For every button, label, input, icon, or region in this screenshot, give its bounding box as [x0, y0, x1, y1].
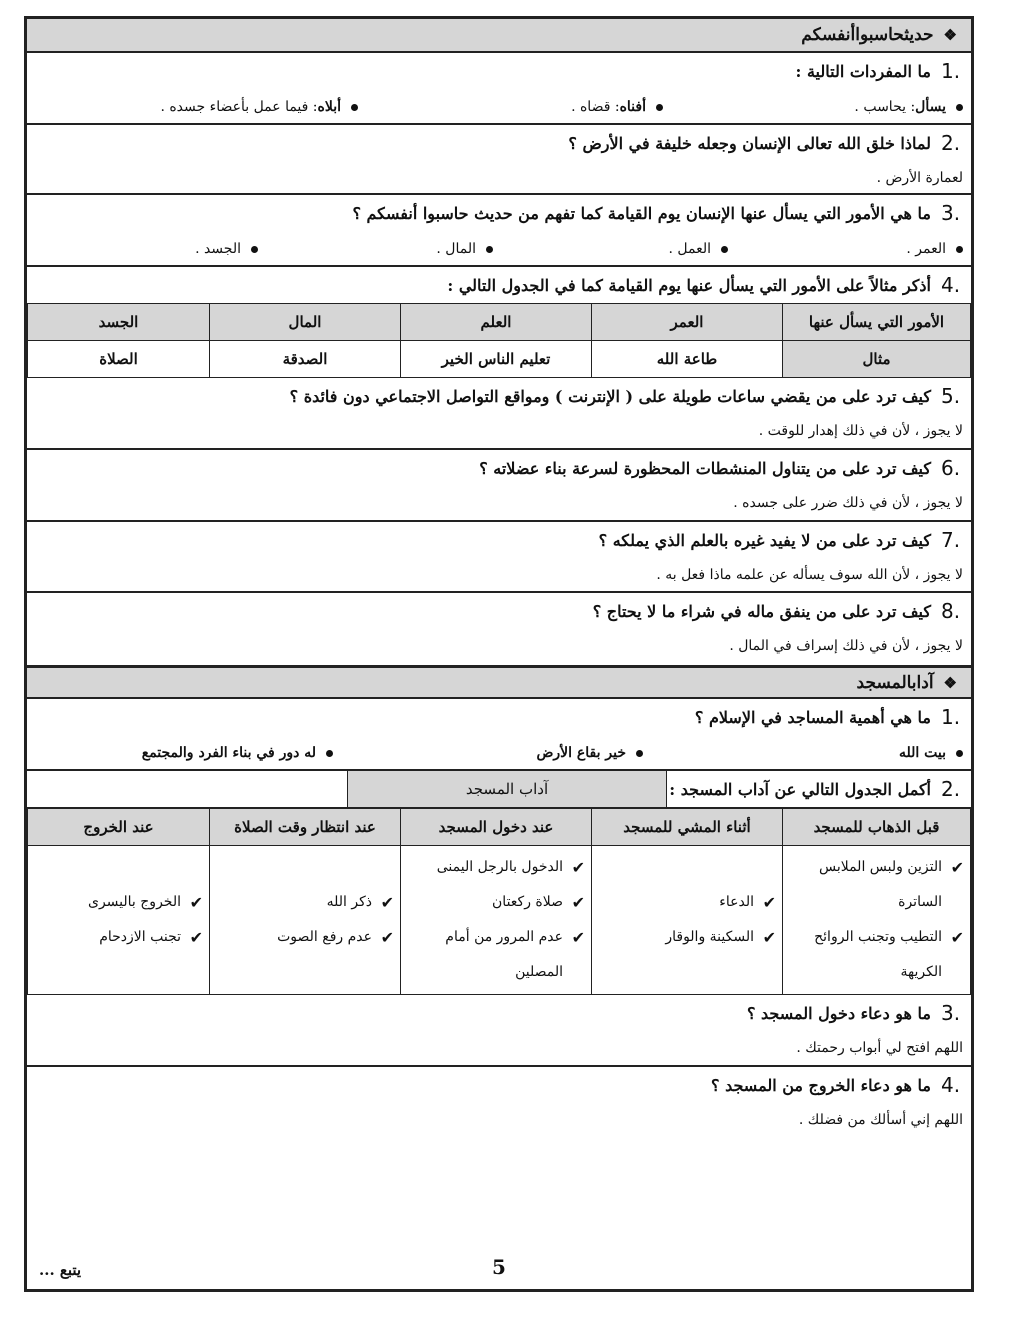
checkmark-icon: ✔	[762, 928, 776, 947]
vocab-term: يسأل	[915, 99, 946, 115]
bullet-icon	[656, 104, 663, 111]
vocab-term: أبلاه	[317, 99, 341, 115]
mosque-question-block-4	[27, 1067, 971, 1139]
table-cell: الصلاة	[28, 341, 210, 378]
mosque-question-block-2	[27, 771, 971, 808]
answer-text: لا يجوز ، لأن في ذلك ضرر على جسده .	[733, 495, 963, 511]
answer-text: لا يجوز ، لأن الله سوف يسأله عن علمه ماذا فعل به .	[656, 567, 963, 583]
question-block-3	[27, 195, 971, 267]
answer-item: له دور في بناء الفرد والمجتمع	[142, 745, 333, 761]
vocab-item	[663, 99, 963, 115]
question-number: 8.	[941, 599, 961, 623]
checkmark-icon: ✔	[189, 928, 203, 947]
section-title: حديثحاسبواأنفسكم	[801, 25, 934, 45]
question-text: ما هو دعاء دخول المسجد ؟	[746, 1003, 931, 1023]
table-header: عند دخول المسجد	[401, 809, 592, 846]
list-item: ✔ السكينة والوقار	[598, 920, 776, 955]
list-item: ✔ ذكر الله	[216, 885, 394, 920]
question-block-2	[27, 125, 971, 195]
answer-item: الجسد .	[195, 241, 258, 257]
vocab-meaning: : يحاسب .	[854, 99, 916, 115]
list-item: ✔ عدم رفع الصوت	[216, 920, 394, 955]
question-number: 4.	[941, 273, 961, 297]
list-item: ✔ الدخول بالرجل اليمنى	[407, 850, 585, 885]
bullet-icon	[636, 750, 643, 757]
answer-text: لا يجوز ، لأن في ذلك إسراف في المال .	[729, 638, 963, 654]
list-item: ✔ تجنب الازدحام	[34, 920, 203, 955]
section-header-hadith	[27, 19, 971, 53]
table-header: المال	[210, 304, 401, 341]
answer-text: لا يجوز ، لأن في ذلك إهدار للوقت .	[758, 423, 963, 439]
checkmark-icon: ✔	[571, 893, 585, 912]
answer-text: لعمارة الأرض .	[876, 170, 963, 186]
table-header: العلم	[401, 304, 592, 341]
question-number: 5.	[941, 384, 961, 408]
table-cell: مثال	[783, 341, 971, 378]
diamond-star-icon: ❖	[943, 26, 957, 44]
vocab-term: أفناه	[619, 99, 646, 115]
diamond-star-icon: ❖	[943, 673, 957, 692]
question-block-1	[27, 53, 971, 125]
vocabulary-list	[35, 89, 963, 125]
section-title: آدابالمسجد	[856, 672, 934, 693]
question-text: ما المفردات التالية :	[795, 61, 931, 81]
bullet-icon	[956, 750, 963, 757]
blank-box	[27, 771, 347, 807]
answer-item: العمل .	[493, 241, 728, 257]
question-text: لماذا خلق الله تعالى الإنسان وجعله خليفة في الأرض ؟	[568, 133, 931, 153]
mosque-question-block-1	[27, 699, 971, 771]
answer-list	[35, 735, 963, 771]
bullet-icon	[351, 104, 358, 111]
question-text: كيف ترد على من ينفق ماله في شراء ما لا يحتاج ؟	[592, 601, 931, 621]
worksheet-page	[24, 16, 974, 1292]
examples-table	[27, 303, 971, 378]
question-number: 6.	[941, 456, 961, 480]
vocab-meaning: : قضاه .	[571, 99, 620, 115]
table-header: عند انتظار وقت الصلاة	[210, 809, 401, 846]
checkmark-icon: ✔	[380, 928, 394, 947]
question-number: 1.	[941, 59, 961, 83]
list-item: ✔ صلاة ركعتان	[407, 885, 585, 920]
table-header: العمر	[592, 304, 783, 341]
question-number: 2.	[941, 131, 961, 155]
question-block-4	[27, 267, 971, 303]
table-cell	[592, 846, 783, 995]
question-text: أكمل الجدول التالي عن آداب المسجد :	[669, 779, 931, 799]
vocab-item	[160, 99, 358, 115]
table-header-row	[28, 809, 971, 846]
question-number: 1.	[941, 705, 961, 729]
list-item: ✔ الخروج باليسرى	[34, 885, 203, 920]
answer-item: المال .	[258, 241, 493, 257]
checkmark-icon: ✔	[950, 928, 964, 947]
question-number: 7.	[941, 528, 961, 552]
question-text: أذكر مثالاً على الأمور التي يسأل عنها يوم القيامة كما في الجدول التالي :	[447, 275, 931, 295]
table-header: الجسد	[28, 304, 210, 341]
checkmark-icon: ✔	[571, 928, 585, 947]
bullet-icon	[956, 104, 963, 111]
question-text: كيف ترد على من يتناول المنشطات المحظورة لسرعة بناء عضلاته ؟	[479, 458, 931, 478]
question-text: ما هي الأمور التي يسأل عنها الإنسان يوم القيامة كما تفهم من حديث حاسبوا أنفسكم ؟	[352, 203, 931, 223]
question-number: 3.	[941, 1001, 961, 1025]
checkmark-icon: ✔	[189, 893, 203, 912]
section-header-mosque	[27, 665, 971, 699]
question-block-7	[27, 522, 971, 593]
checkmark-icon: ✔	[380, 893, 394, 912]
list-item: ✔ التزين ولبس الملابس الساترة	[789, 850, 964, 920]
question-block-5	[27, 378, 971, 450]
table-header: قبل الذهاب للمسجد	[783, 809, 971, 846]
table-cell	[210, 846, 401, 995]
page-number: 5	[492, 1255, 506, 1279]
checkmark-icon: ✔	[571, 858, 585, 877]
bullet-icon	[721, 246, 728, 253]
answer-text: اللهم افتح لي أبواب رحمتك .	[796, 1040, 963, 1056]
table-cell	[28, 846, 210, 995]
checkmark-icon: ✔	[950, 858, 964, 877]
question-block-6	[27, 450, 971, 522]
table-cell	[401, 846, 592, 995]
question-number: 3.	[941, 201, 961, 225]
table-cell: الصدقة	[210, 341, 401, 378]
bullet-icon	[956, 246, 963, 253]
vocab-item	[358, 99, 663, 115]
table-title-box: آداب المسجد	[347, 771, 666, 807]
table-header: أثناء المشي للمسجد	[592, 809, 783, 846]
question-number: 4.	[941, 1073, 961, 1097]
page-footer	[27, 1255, 971, 1279]
answer-text: اللهم إني أسألك من فضلك .	[798, 1112, 963, 1128]
mosque-question-block-3	[27, 995, 971, 1067]
table-row	[28, 341, 971, 378]
answer-list	[35, 231, 963, 267]
mosque-etiquette-table	[27, 808, 971, 995]
answer-item: خير بقاع الأرض	[333, 745, 643, 761]
table-header: عند الخروج	[28, 809, 210, 846]
table-cell: تعليم الناس الخير	[401, 341, 592, 378]
list-item: ✔ الدعاء	[598, 885, 776, 920]
table-header-row	[28, 304, 971, 341]
continued-label: يتبع ...	[39, 1261, 82, 1279]
list-item: ✔ عدم المرور من أمام المصلين	[407, 920, 585, 990]
list-item: ✔ التطيب وتجنب الروائح الكريهة	[789, 920, 964, 990]
bullet-icon	[326, 750, 333, 757]
bullet-icon	[486, 246, 493, 253]
vocab-meaning: : فيما عمل بأعضاء جسده .	[160, 99, 318, 115]
table-cell	[783, 846, 971, 995]
bullet-icon	[251, 246, 258, 253]
question-text: كيف ترد على من لا يفيد غيره بالعلم الذي يملكه ؟	[598, 530, 931, 550]
checkmark-icon: ✔	[762, 893, 776, 912]
question-text: كيف ترد على من يقضي ساعات طويلة على ( الإنترنت ) ومواقع التواصل الاجتماعي دون فائدة ؟	[289, 386, 931, 406]
answer-item: العمر .	[728, 241, 963, 257]
table-cell: طاعة الله	[592, 341, 783, 378]
question-number: 2.	[941, 777, 961, 801]
table-header: الأمور التي يسأل عنها	[783, 304, 971, 341]
question-text: ما هو دعاء الخروج من المسجد ؟	[711, 1075, 931, 1095]
question-text: ما هي أهمية المساجد في الإسلام ؟	[694, 707, 931, 727]
answer-item: بيت الله	[643, 745, 963, 761]
question-block-8	[27, 593, 971, 665]
table-row	[28, 846, 971, 995]
